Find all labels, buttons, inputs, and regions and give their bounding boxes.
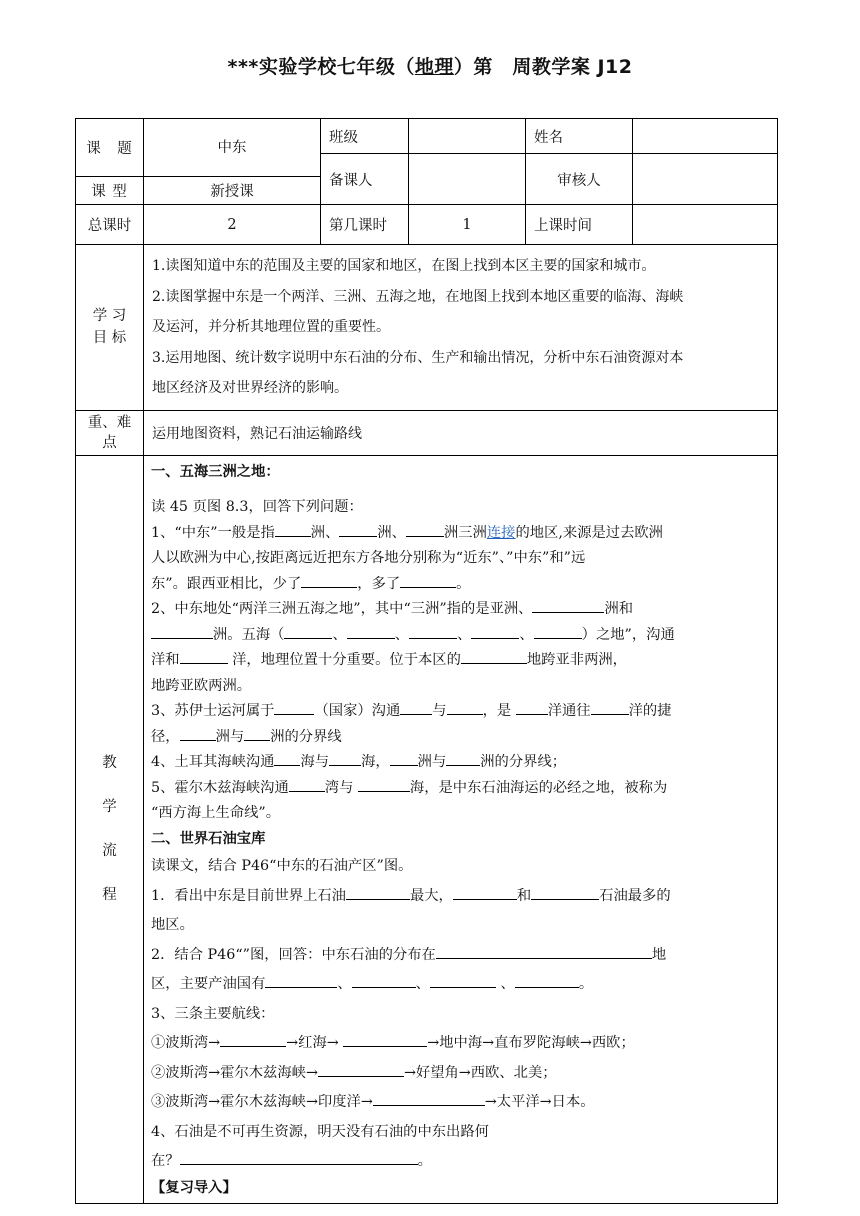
answer-blank[interactable]	[220, 1031, 286, 1047]
which-label: 第几课时	[321, 205, 409, 245]
answer-blank[interactable]	[461, 648, 527, 664]
keypoints-row	[76, 410, 778, 455]
question-5-line-2: “西方海上生命线”。	[151, 805, 280, 821]
answer-blank[interactable]	[274, 750, 300, 766]
objectives-row	[76, 245, 778, 411]
answer-blank[interactable]	[347, 623, 395, 639]
title-suffix: ）第 周教学案 J12	[453, 56, 633, 78]
answer-blank[interactable]	[151, 623, 213, 639]
flow-label-char: 教	[102, 755, 117, 771]
oil-question-2: 2．结合 P46“”图，回答：中东石油的分布在 地	[151, 941, 770, 971]
answer-blank[interactable]	[516, 699, 548, 715]
topic-label: 课 题	[76, 119, 144, 177]
answer-blank[interactable]	[329, 750, 361, 766]
flow-label-char: 程	[102, 887, 117, 903]
answer-blank[interactable]	[409, 623, 457, 639]
question-3: 3、苏伊士运河属于 （国家）沟通 与 ，是 洋通往 洋的捷	[151, 699, 770, 725]
answer-blank[interactable]	[453, 884, 517, 900]
answer-blank[interactable]	[346, 884, 410, 900]
answer-blank[interactable]	[591, 699, 629, 715]
preparer-label: 备课人	[321, 154, 409, 205]
time-label: 上课时间	[526, 205, 633, 245]
objective-item: 地区经济及对世界经济的影响。	[152, 380, 348, 396]
answer-blank[interactable]	[275, 521, 311, 537]
section-1-intro: 读 45 页图 8.3，回答下列问题：	[151, 499, 363, 515]
type-value: 新授课	[144, 177, 321, 205]
answer-blank[interactable]	[471, 623, 519, 639]
page-title	[0, 52, 860, 79]
answer-blank[interactable]	[390, 750, 418, 766]
objective-item: 3.运用地图、统计数字说明中东石油的分布、生产和输出情况，分析中东石油资源对本	[152, 349, 684, 366]
answer-blank[interactable]	[532, 597, 604, 613]
name-value[interactable]	[633, 119, 778, 154]
name-label: 姓名	[526, 119, 633, 154]
section-2-heading: 二、世界石油宝库	[151, 830, 266, 847]
answer-blank[interactable]	[339, 521, 377, 537]
answer-blank[interactable]	[447, 699, 483, 715]
answer-blank[interactable]	[515, 972, 579, 988]
flow-label-char: 流	[102, 843, 117, 859]
objectives-label-line-1: 学 习	[92, 308, 127, 325]
answer-blank[interactable]	[373, 1090, 485, 1106]
info-row-1	[76, 119, 778, 154]
oil-question-3: 3、三条主要航线：	[151, 1005, 275, 1022]
route-3: ③波斯湾→霍尔木兹海峡→印度洋→ →太平洋→日本。	[151, 1088, 770, 1118]
answer-blank[interactable]	[318, 1061, 404, 1077]
type-label: 课 型	[76, 177, 144, 205]
objectives-label-line-2: 目 标	[92, 330, 127, 347]
answer-blank[interactable]	[301, 572, 357, 588]
route-2: ②波斯湾→霍尔木兹海峡→ →好望角→西欧、北美；	[151, 1059, 770, 1089]
answer-blank[interactable]	[358, 776, 410, 792]
class-value[interactable]	[409, 119, 526, 154]
reviewer-label: 审核人	[526, 154, 633, 205]
keypoints-label	[76, 410, 144, 455]
keypoints-label-line-1: 重、难	[87, 414, 132, 431]
objectives-label	[76, 245, 144, 411]
objective-item: 及运河，并分析其地理位置的重要性。	[152, 319, 390, 335]
topic-value: 中东	[144, 119, 321, 177]
route-1: ①波斯湾→ →红海→ →地中海→直布罗陀海峡→西欧；	[151, 1029, 770, 1059]
flow-label-char: 学	[102, 799, 117, 815]
oil-question-4: 4、石油是不可再生资源，明天没有石油的中东出路何	[151, 1123, 489, 1140]
question-2: 2、中东地处“两洋三洲五海之地”，其中“三洲”指的是亚洲、 洲和	[151, 597, 770, 623]
oil-question-4-line-2: 在？ 。	[151, 1147, 770, 1177]
review-heading: 【复习导入】	[151, 1179, 237, 1196]
question-2-line-4: 地跨亚欧两洲。	[151, 677, 252, 694]
answer-blank[interactable]	[180, 648, 228, 664]
answer-blank[interactable]	[446, 750, 480, 766]
total-label: 总课时	[76, 205, 144, 245]
question-2-line-3: 洋和 洋，地理位置十分重要。位于本区的 地跨亚非两洲，	[151, 648, 770, 674]
question-4: 4、土耳其海峡沟通 海与 海， 洲与 洲的分界线；	[151, 750, 770, 776]
answer-blank[interactable]	[180, 1149, 418, 1165]
which-value: 1	[409, 205, 526, 245]
link-connect[interactable]: 连接	[486, 524, 516, 541]
keypoints-label-line-2: 点	[102, 434, 117, 451]
objectives-content	[144, 245, 778, 411]
answer-blank[interactable]	[534, 623, 582, 639]
class-label: 班级	[321, 119, 409, 154]
question-1-line-3: 东”。跟西亚相比，少了 ，多了 。	[151, 572, 770, 598]
lesson-plan-table	[75, 118, 778, 1204]
answer-blank[interactable]	[244, 725, 270, 741]
answer-blank[interactable]	[180, 725, 216, 741]
question-5: 5、霍尔木兹海峡沟通 湾与 海，是中东石油海运的必经之地，被称为	[151, 776, 770, 802]
oil-question-1-line-2: 地区。	[151, 917, 194, 933]
flow-label	[76, 455, 144, 1203]
answer-blank[interactable]	[430, 972, 496, 988]
question-1: 1、“中东”一般是指 洲、 洲、 洲三洲连接的地区,来源是过去欧洲	[151, 521, 770, 547]
objective-item: 2.读图掌握中东是一个两洋、三洲、五海之地，在地图上找到本地区重要的临海、海峡	[152, 288, 684, 305]
flow-row	[76, 455, 778, 1203]
reviewer-value[interactable]	[633, 154, 778, 205]
title-prefix: ***实验学校七年级（	[227, 56, 415, 78]
title-subject: 地理	[414, 56, 454, 78]
answer-blank[interactable]	[352, 972, 416, 988]
keypoints-content: 运用地图资料，熟记石油运输路线	[144, 410, 778, 455]
time-value[interactable]	[633, 205, 778, 245]
answer-blank[interactable]	[289, 776, 325, 792]
section-1-heading: 一、五海三洲之地：	[151, 463, 280, 480]
answer-blank[interactable]	[400, 699, 432, 715]
answer-blank[interactable]	[284, 623, 332, 639]
answer-blank[interactable]	[436, 943, 652, 959]
info-row-4	[76, 205, 778, 245]
total-value: 2	[144, 205, 321, 245]
answer-blank[interactable]	[343, 1031, 427, 1047]
section-2-intro: 读课文，结合 P46“中东的石油产区”图。	[151, 858, 413, 874]
question-2-line-2: 洲。五海（ 、 、 、 、 ）之地”，沟通	[151, 623, 770, 649]
question-1-line-2: 人以欧洲为中心,按距离远近把东方各地分别称为“近东”、”中东”和”远	[151, 550, 586, 566]
answer-blank[interactable]	[265, 972, 337, 988]
flow-content	[144, 455, 778, 1203]
objective-item: 1.读图知道中东的范围及主要的国家和地区，在图上找到本区主要的国家和城市。	[152, 258, 656, 274]
answer-blank[interactable]	[274, 699, 314, 715]
oil-question-2-line-2: 区，主要产油国有 、 、 、 。	[151, 970, 770, 1000]
answer-blank[interactable]	[406, 521, 444, 537]
preparer-value[interactable]	[409, 154, 526, 205]
question-3-line-2: 径， 洲与 洲的分界线	[151, 725, 770, 751]
answer-blank[interactable]	[400, 572, 456, 588]
oil-question-1: 1．看出中东是目前世界上石油 最大， 和 石油最多的	[151, 882, 770, 912]
answer-blank[interactable]	[531, 884, 599, 900]
